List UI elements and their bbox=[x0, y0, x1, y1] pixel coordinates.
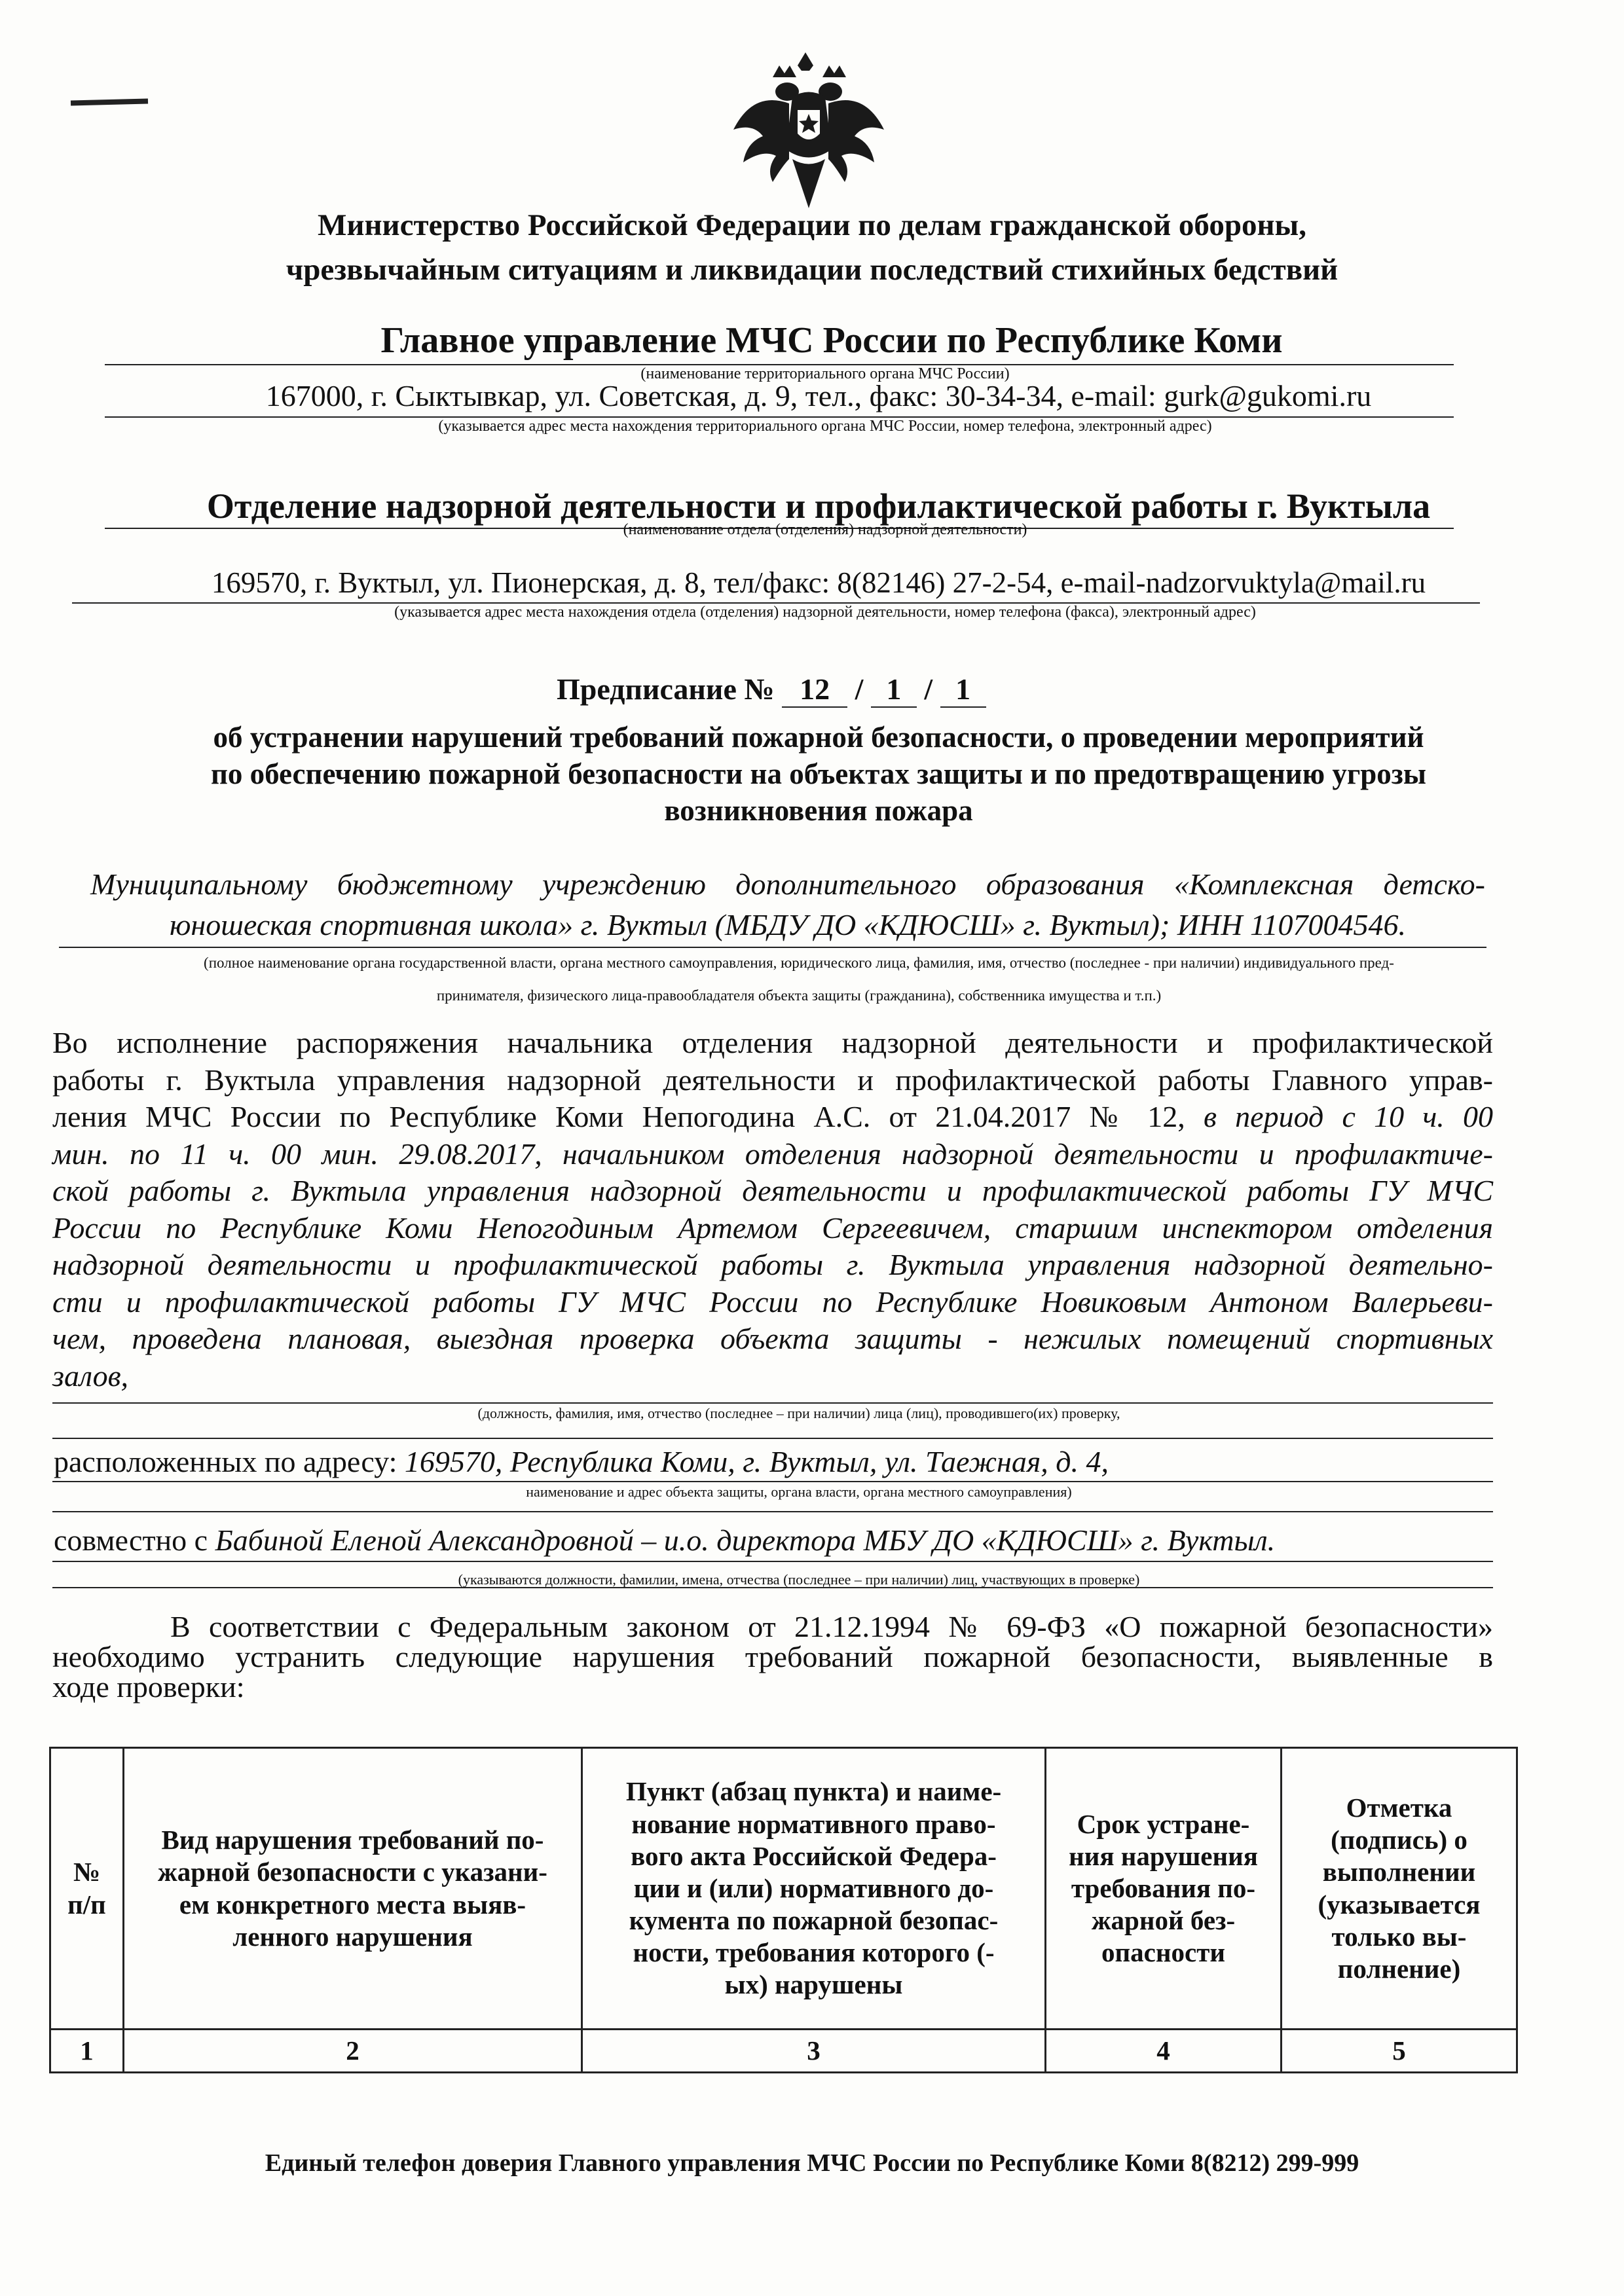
header-line: Пункт (абзац пункта) и наиме- bbox=[625, 1776, 1002, 1807]
header-line: полнение) bbox=[1337, 1953, 1461, 1984]
column-number-1: 1 bbox=[50, 2030, 124, 2073]
emblem-icon bbox=[727, 51, 891, 215]
header-line: ленного нарушения bbox=[232, 1921, 473, 1952]
header-cell-number bbox=[50, 1748, 124, 2030]
header-line: требования по- bbox=[1071, 1872, 1256, 1903]
paragraph-line-4: мин. по 11 ч. 00 мин. 29.08.2017, начальником отделения надзорной деятельности и профилактиче- bbox=[52, 1137, 1493, 1171]
paragraph-line-2: работы г. Вуктыла управления надзорной деятельности и профилактической работы Главного управ- bbox=[52, 1063, 1493, 1097]
paragraph-line-9 bbox=[52, 1321, 1493, 1358]
column-number-3: 3 bbox=[582, 2030, 1046, 2073]
header-line: ых) нарушены bbox=[724, 1969, 903, 2000]
header-line: Вид нарушения требований по- bbox=[161, 1825, 544, 1855]
department-address-caption: (указывается адрес места нахождения отдела (отделения) надзорной деятельности, номер телефона (факса), электронный адрес) bbox=[394, 604, 1256, 621]
paragraph-line-3 bbox=[52, 1099, 1493, 1136]
ministry-line-1: Министерство Российской Федерации по делам гражданской обороны, bbox=[318, 208, 1306, 242]
inspectors-caption: (должность, фамилия, имя, отчество (последнее – при наличии) лица (лиц), проводившего(их) проверку, bbox=[477, 1405, 1120, 1421]
header-line: ем конкретного места выяв- bbox=[179, 1889, 526, 1920]
order-number-part-3: 1 bbox=[940, 672, 986, 708]
paragraph-line-1: Во исполнение распоряжения начальника отделения надзорной деятельности и профилактической bbox=[52, 1026, 1493, 1059]
order-separator-1: / bbox=[855, 672, 864, 706]
header-line: только вы- bbox=[1331, 1921, 1467, 1952]
object-caption: наименование и адрес объекта защиты, органа власти, органа местного самоуправления) bbox=[526, 1484, 1072, 1500]
paragraph-line-9b: - нежилых помещений спортивных bbox=[987, 1322, 1493, 1355]
column-number-4: 4 bbox=[1046, 2030, 1282, 2073]
header-cell-mark bbox=[1282, 1748, 1517, 2030]
addressee-underline bbox=[59, 947, 1486, 948]
object-address bbox=[54, 1444, 1109, 1479]
order-label: Предписание № bbox=[557, 672, 775, 706]
inspectors-underline bbox=[52, 1402, 1493, 1404]
header-line: ния нарушения bbox=[1069, 1840, 1258, 1871]
header-line: вого акта Российской Федера- bbox=[631, 1840, 997, 1871]
header-line: (подпись) о bbox=[1331, 1825, 1467, 1855]
paragraph-line-10: залов, bbox=[52, 1358, 129, 1393]
object-address-underline bbox=[52, 1481, 1493, 1482]
header-line: (указывается bbox=[1318, 1889, 1481, 1920]
order-subject-line-2: по обеспечению пожарной безопасности на объектах защиты и по предотвращению угрозы bbox=[210, 757, 1427, 790]
order-number-part-1: 12 bbox=[782, 672, 847, 708]
header-line: опасности bbox=[1101, 1937, 1225, 1968]
legal-basis-line-1: В соответствии с Федеральным законом от 21.12.1994 № 69-ФЗ «О пожарной безопасности» bbox=[170, 1610, 1493, 1643]
header-cell-violation bbox=[124, 1748, 582, 2030]
header-line: п/п bbox=[67, 1889, 106, 1920]
participants-underline bbox=[52, 1561, 1493, 1562]
header-line: жарной безопасности с указани- bbox=[158, 1857, 547, 1887]
directorate-address-caption: (указывается адрес места нахождения территориального органа МЧС России, номер телефона, электронный адрес) bbox=[438, 418, 1212, 435]
department-caption: (наименование отдела (отделения) надзорной деятельности) bbox=[623, 521, 1027, 538]
pen-mark bbox=[71, 98, 148, 105]
order-number-part-2: 1 bbox=[871, 672, 917, 708]
participants-underline-2 bbox=[52, 1587, 1493, 1588]
paragraph-line-9a: чем, проведена плановая, выездная проверка объекта защиты bbox=[52, 1322, 962, 1355]
participants-value: Бабиной Еленой Александровной – и.о. директора МБУ ДО «КДЮСШ» г. Вуктыл. bbox=[215, 1523, 1276, 1557]
order-subject-line-3: возникновения пожара bbox=[664, 794, 973, 827]
department-address: 169570, г. Вуктыл, ул. Пионерская, д. 8, тел/факс: 8(82146) 27-2-54, e-mail-nadzorvuktyla@mail.ru bbox=[211, 566, 1426, 599]
header-line: жарной без- bbox=[1091, 1905, 1236, 1936]
addressee-line-2: юношеская спортивная школа» г. Вуктыл (МБДУ ДО «КДЮСШ» г. Вуктыл); ИНН 1107004546. bbox=[169, 908, 1407, 941]
column-number-2: 2 bbox=[124, 2030, 582, 2073]
directorate-address: 167000, г. Сыктывкар, ул. Советская, д. 9, тел., факс: 30-34-34, e-mail: gurk@gukomi.ru bbox=[265, 379, 1372, 412]
order-number bbox=[557, 672, 986, 708]
header-line: нование нормативного право- bbox=[631, 1808, 996, 1839]
inspection-paragraph bbox=[52, 1025, 1493, 1394]
header-line: ности, требования которого (- bbox=[633, 1937, 995, 1968]
order-subject-line-1: об устранении нарушений требований пожарной безопасности, о проведении мероприятий bbox=[213, 721, 1424, 754]
paragraph-line-5: ской работы г. Вуктыла управления надзорной деятельности и профилактической работы ГУ МЧС bbox=[52, 1174, 1493, 1207]
header-cell-norm bbox=[582, 1748, 1046, 2030]
participants-caption: (указываются должности, фамилии, имена, отчества (последнее – при наличии) лиц, участвующих в проверке) bbox=[458, 1571, 1140, 1588]
table-number-row bbox=[50, 2030, 1517, 2073]
department-name: Отделение надзорной деятельности и профилактической работы г. Вуктыла bbox=[206, 486, 1431, 526]
participants bbox=[54, 1523, 1275, 1558]
addressee-caption-2: принимателя, физического лица-правообладателя объекта защиты (гражданина), собственника имущества и т.п.) bbox=[436, 987, 1162, 1004]
order-subject bbox=[65, 719, 1572, 829]
header-line: выполнении bbox=[1322, 1857, 1476, 1887]
paragraph-line-6: России по Республике Коми Непогодиным Артемом Сергеевичем, старшим инспектором отделения bbox=[52, 1211, 1493, 1245]
legal-basis-paragraph bbox=[52, 1612, 1493, 1702]
table-header-row bbox=[50, 1748, 1517, 2030]
paragraph-line-3b: в период с 10 ч. 00 bbox=[1204, 1100, 1493, 1133]
legal-basis-line-3: ходе проверки: bbox=[52, 1670, 245, 1704]
violations-table bbox=[49, 1747, 1518, 2073]
header-cell-deadline bbox=[1046, 1748, 1282, 2030]
header-line: № bbox=[73, 1857, 101, 1887]
header-line: ции и (или) нормативного до- bbox=[633, 1872, 994, 1903]
paragraph-line-7: надзорной деятельности и профилактической работы г. Вуктыла управления надзорной деятельно- bbox=[52, 1248, 1493, 1281]
object-address-value: 169570, Республика Коми, г. Вуктыл, ул. Таежная, д. 4, bbox=[404, 1445, 1109, 1478]
column-number-5: 5 bbox=[1282, 2030, 1517, 2073]
order-separator-2: / bbox=[924, 672, 933, 706]
addressee-line-1: Муниципальному бюджетному учреждению дополнительного образования «Комплексная детско- bbox=[90, 867, 1485, 901]
participants-label: совместно с bbox=[54, 1523, 208, 1557]
object-address-underline-2 bbox=[52, 1511, 1493, 1512]
header-line: кумента по пожарной безопас- bbox=[629, 1905, 999, 1936]
directorate-caption: (наименование территориального органа МЧС России) bbox=[640, 365, 1010, 382]
directorate-name: Главное управление МЧС России по Республике Коми bbox=[380, 320, 1283, 361]
addressee-caption-1: (полное наименование органа государственной власти, органа местного самоуправления, юридического лица, фамилия, имя, отчество (последнее - при наличии) индивидуального пред- bbox=[204, 955, 1394, 971]
ministry-line-2: чрезвычайным ситуациям и ликвидации последствий стихийных бедствий bbox=[286, 253, 1338, 287]
header-line: Срок устране- bbox=[1077, 1808, 1250, 1839]
addressee bbox=[90, 864, 1485, 945]
paragraph-line-3a: ления МЧС России по Республике Коми Непогодина А.С. от 21.04.2017 № 12, bbox=[52, 1100, 1185, 1133]
legal-basis-line-2: необходимо устранить следующие нарушения требований пожарной безопасности, выявленные в bbox=[52, 1640, 1493, 1673]
object-address-label: расположенных по адресу: bbox=[54, 1445, 397, 1478]
hotline-footer: Единый телефон доверия Главного управления МЧС России по Республике Коми 8(8212) 299-999 bbox=[265, 2149, 1359, 2177]
header-line: Отметка bbox=[1346, 1792, 1452, 1823]
paragraph-line-8: сти и профилактической работы ГУ МЧС России по Республике Новиковым Антоном Валерьеви- bbox=[52, 1285, 1493, 1319]
inspectors-underline-2 bbox=[52, 1438, 1493, 1439]
